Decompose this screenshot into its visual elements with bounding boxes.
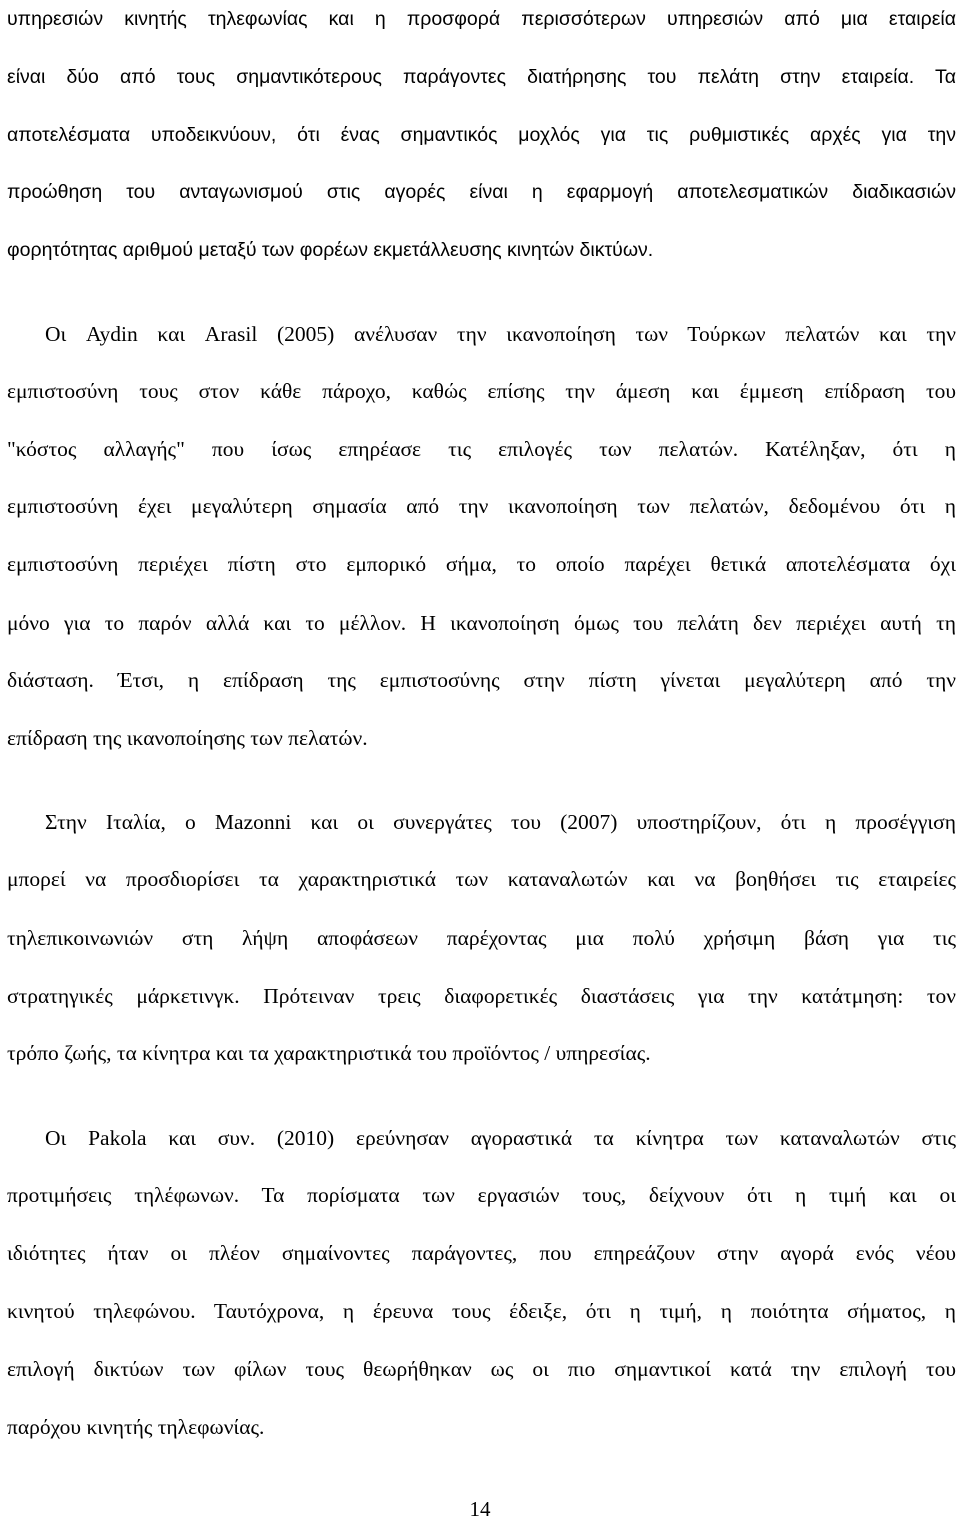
paragraph-line: μπορεί να προσδιορίσει τα χαρακτηριστικά των καταναλωτών και να βοηθήσει τις εταιρείες [7, 867, 956, 891]
paragraph-line: αποτελέσματα υποδεικνύουν, ότι ένας σημαντικός μοχλός για τις ρυθμιστικές αρχές για την [7, 124, 956, 146]
paragraph-line: Οι Aydin και Arasil (2005) ανέλυσαν την ικανοποίηση των Τούρκων πελατών και την [45, 322, 956, 346]
paragraph-line: κινητού τηλεφώνου. Ταυτόχρονα, η έρευνα τους έδειξε, ότι η τιμή, η ποιότητα σήματος, η [7, 1299, 956, 1323]
paragraph-line: εμπιστοσύνη έχει μεγαλύτερη σημασία από την ικανοποίηση των πελατών, δεδομένου ότι η [7, 494, 956, 518]
paragraph-line: επιλογή δικτύων των φίλων τους θεωρήθηκαν ως οι πιο σημαντικοί κατά την επιλογή του [7, 1357, 956, 1381]
paragraph-line: προώθηση του ανταγωνισμού στις αγορές είναι η εφαρμογή αποτελεσματικών διαδικασιών [7, 181, 956, 203]
paragraph-line: παρόχου κινητής τηλεφωνίας. [7, 1415, 265, 1439]
paragraph-line: επίδραση της ικανοποίησης των πελατών. [7, 726, 368, 750]
paragraph-line: διάσταση. Έτσι, η επίδραση της εμπιστοσύνης στην πίστη γίνεται μεγαλύτερη από την [7, 668, 956, 692]
paragraph-line: μόνο για το παρόν αλλά και το μέλλον. Η ικανοποίηση όμως του πελάτη δεν περιέχει αυτή τη [7, 611, 956, 635]
page-number: 14 [469, 1497, 491, 1521]
paragraph-line: Στην Ιταλία, ο Mazonni και οι συνεργάτες του (2007) υποστηρίζουν, ότι η προσέγγιση [45, 810, 956, 834]
paragraph-line: τρόπο ζωής, τα κίνητρα και τα χαρακτηριστικά του προϊόντος / υπηρεσίας. [7, 1041, 651, 1065]
paragraph-line: προτιμήσεις τηλέφωνων. Τα πορίσματα των εργασιών τους, δείχνουν ότι η τιμή και οι [7, 1183, 956, 1207]
paragraph-line: εμπιστοσύνη τους στον κάθε πάροχο, καθώς επίσης την άμεση και έμμεση επίδραση του [7, 379, 956, 403]
paragraph-line: "κόστος αλλαγής" που ίσως επηρέασε τις επιλογές των πελατών. Κατέληξαν, ότι η [7, 437, 956, 461]
paragraph-line: τηλεπικοινωνιών στη λήψη αποφάσεων παρέχοντας μια πολύ χρήσιμη βάση για τις [7, 926, 956, 950]
paragraph-line: Οι Pakola και συν. (2010) ερεύνησαν αγοραστικά τα κίνητρα των καταναλωτών στις [45, 1126, 956, 1150]
paragraph-line: υπηρεσιών κινητής τηλεφωνίας και η προσφορά περισσότερων υπηρεσιών από μια εταιρεία [7, 8, 956, 30]
paragraph-line: είναι δύο από τους σημαντικότερους παράγοντες διατήρησης του πελάτη στην εταιρεία. Τα [7, 66, 956, 88]
paragraph-line: στρατηγικές μάρκετινγκ. Πρότειναν τρεις διαφορετικές διαστάσεις για την κατάτμηση: τον [7, 984, 956, 1008]
paragraph-line: φορητότητας αριθμού μεταξύ των φορέων εκμετάλλευσης κινητών δικτύων. [7, 239, 654, 261]
paragraph-line: εμπιστοσύνη περιέχει πίστη στο εμπορικό σήμα, το οποίο παρέχει θετικά αποτελέσματα όχι [7, 552, 956, 576]
paragraph-line: ιδιότητες ήταν οι πλέον σημαίνοντες παράγοντες, που επηρεάζουν στην αγορά ενός νέου [7, 1241, 956, 1265]
